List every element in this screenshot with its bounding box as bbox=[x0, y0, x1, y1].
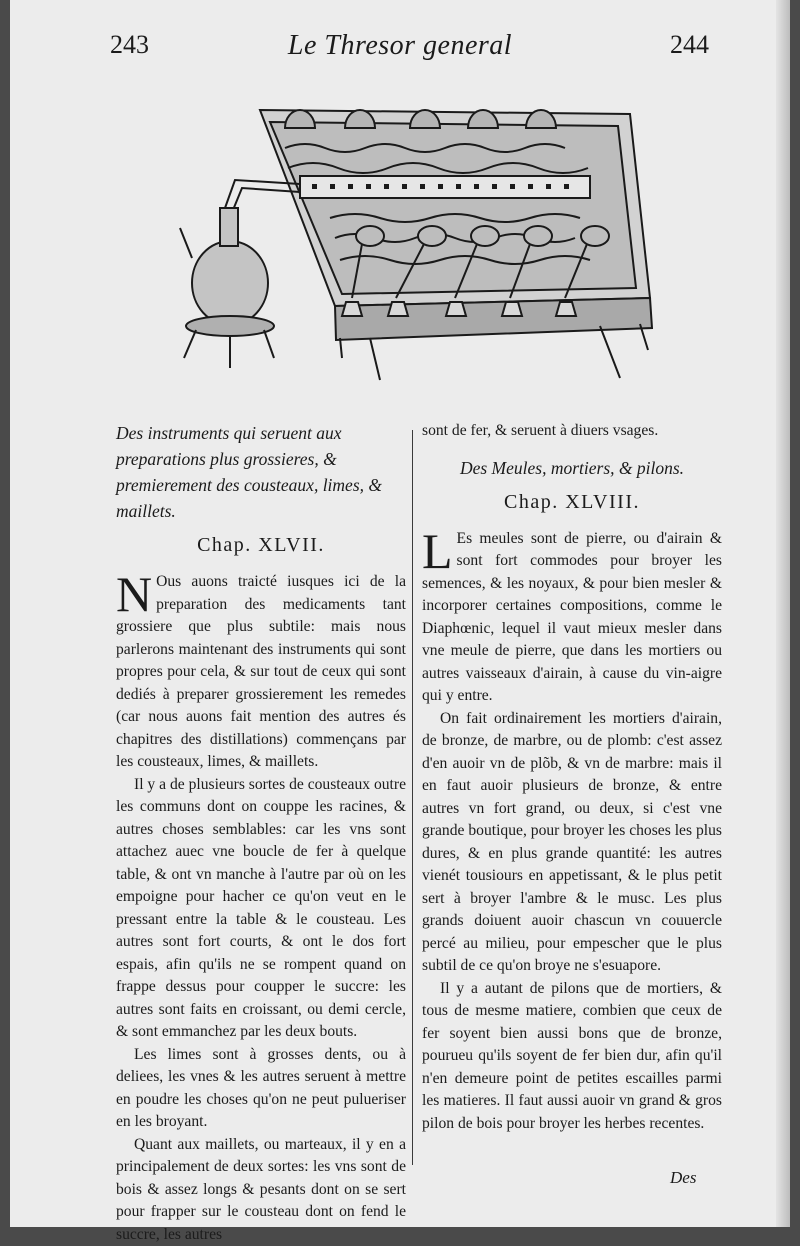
page-number-right: 244 bbox=[670, 30, 709, 60]
drop-cap: N bbox=[116, 573, 152, 615]
paragraph: Quant aux maillets, ou marteaux, il y en a principalement de deux sortes: les vns sont de bois & assez longs & pesants dont on se sert pour frapper sur le cousteau dont on fend le succre, les autres bbox=[116, 1134, 406, 1246]
page-header bbox=[10, 30, 790, 70]
distillation-furnace-illustration bbox=[170, 88, 670, 388]
right-column bbox=[422, 420, 722, 1135]
page-spine bbox=[776, 0, 790, 1227]
chapter-heading-left: Chap. XLVII. bbox=[116, 534, 406, 557]
page-number-left: 243 bbox=[110, 30, 149, 60]
paragraph: On fait ordinairement les mortiers d'airain, de bronze, de marbre, ou de plomb: c'est assez d'en auoir vn de plõb, & vn de marbre: mais il en faut auoir plusieurs de bronze, & entre autres vn fort grand, ou deux, si c'est vne grande boutique, pour broyer les choses les plus dures, & en plus grande quantité: les autres vienét tousiours en appetissant, & le plus petit sert à broyer l'ambre & le musc. Les plus grands doiuent auoir chascun vn couuercle percé au milieu, pour empescher que le plus subtil de ce qu'on broye ne s'esuapore. bbox=[422, 708, 722, 978]
running-title: Le Thresor general bbox=[10, 30, 790, 62]
left-column bbox=[116, 420, 406, 1246]
drop-cap: L bbox=[422, 530, 453, 572]
paragraph: Il y a autant de pilons que de mortiers, & tous de mesme matiere, combien que ceux de fer soyent bien aussi bons que de bronze, pourueu qu'ils soyent de fer bien dur, afin qu'il n'en demeure point de petites escailles parmi les matieres. Il faut aussi auoir vn grand & gros pilon de bois pour broyer les herbes recentes. bbox=[422, 978, 722, 1136]
section-title-left: Des instruments qui seruent aux preparations plus grossieres, & premierement des cousteaux, limes, & maillets. bbox=[116, 420, 406, 524]
column-divider bbox=[412, 430, 413, 1165]
section-title-right: Des Meules, mortiers, & pilons. bbox=[422, 455, 722, 481]
chapter-heading-right: Chap. XLVIII. bbox=[422, 491, 722, 514]
paragraph: Il y a de plusieurs sortes de cousteaux outre les communs dont on couppe les racines, & autres choses semblables: car les vns sont attachez auec vne boucle de fer à quelque table, & ont vn manche à l'autre par où on les empoigne pour hacher ce qu'on veut en le pressant entre la table & le cousteau. Les autres sont fort courts, & ont le dos fort espais, afin qu'ils ne se rompent quand on frappe dessus pour coupper le succre: les autres sont faits en croissant, ou demi cercle, & sont emmanchez par les deux bouts. bbox=[116, 774, 406, 1044]
book-page bbox=[10, 0, 790, 1227]
paragraph: N Ous auons traicté iusques ici de la preparation des medicaments tant grossiere que plus subtile: mais nous parlerons maintenant des instruments qui sont propres pour cela, & sur tout de ceux qui sont dediés à preparer grossierement les remedes (car nous auons fait mention des autres és chapitres des distillations) commençans par les cousteaux, limes, & maillets. bbox=[116, 571, 406, 774]
continued-text: sont de fer, & seruent à diuers vsages. bbox=[422, 420, 722, 443]
catchword: Des bbox=[670, 1168, 696, 1188]
paragraph: L Es meules sont de pierre, ou d'airain & sont fort commodes pour broyer les semences, & les noyaux, & pour bien mesler & incorporer certaines compositions, comme le Diaphœnic, lequel il vaut mieux mesler dans vne meule de pierre, que dans les mortiers ou autres vaisseaux d'airain, à cause du vin-aigre qui y entre. bbox=[422, 528, 722, 708]
paragraph: Les limes sont à grosses dents, ou à deliees, les vnes & les autres seruent à mettre en poudre les choses qu'on ne peut pulueriser en les broyant. bbox=[116, 1044, 406, 1134]
